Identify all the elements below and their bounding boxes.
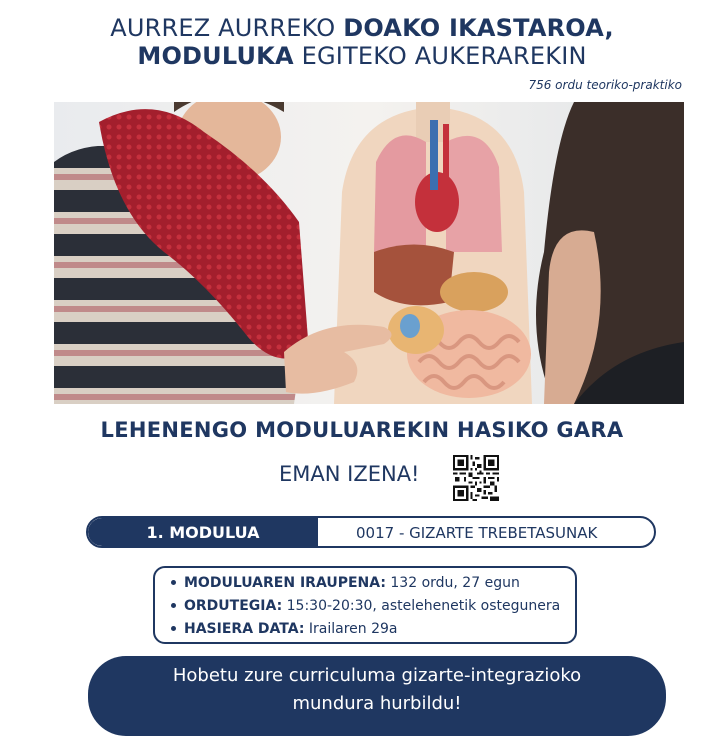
detail-schedule xyxy=(171,595,575,618)
title-line-1-normal: AURREZ AURREKO xyxy=(110,14,344,42)
module-details-list xyxy=(171,572,575,641)
cta-banner xyxy=(88,656,666,736)
bullet-icon xyxy=(171,580,176,585)
title-line-1 xyxy=(0,14,724,42)
detail-start-date-value: Irailaren 29a xyxy=(304,621,398,637)
detail-schedule-label: ORDUTEGIA: xyxy=(184,598,283,614)
qr-code-graphic xyxy=(453,455,499,501)
subheading: LEHENENGO MODULUAREKIN HASIKO GARA xyxy=(100,418,624,442)
title-line-2 xyxy=(0,42,724,70)
module-details-box xyxy=(153,566,577,644)
detail-start-date-label: HASIERA DATA: xyxy=(184,621,305,637)
detail-duration xyxy=(171,572,575,595)
detail-duration-label: MODULUAREN IRAUPENA: xyxy=(184,575,386,591)
hours-text: 756 ordu teoriko-praktiko xyxy=(528,78,682,92)
detail-start-date xyxy=(171,618,575,641)
title-line-2-normal: EGITEKO AUKERAREKIN xyxy=(293,42,587,70)
title-line-1-bold: DOAKO IKASTAROA, xyxy=(343,14,614,42)
bullet-icon xyxy=(171,603,176,608)
module-bar xyxy=(86,516,656,548)
cta-line-2: mundura hurbildu! xyxy=(292,693,462,714)
module-name: 0017 - GIZARTE TREBETASUNAK xyxy=(356,524,598,542)
cta-line-1: Hobetu zure curriculuma gizarte-integrazioko xyxy=(172,665,582,686)
detail-duration-value: 132 ordu, 27 egun xyxy=(385,575,520,591)
module-label: 1. MODULUA xyxy=(88,518,318,546)
qr-code-icon[interactable] xyxy=(453,455,499,501)
title-line-2-bold: MODULUKA xyxy=(137,42,294,70)
anatomy-photo-illustration xyxy=(54,102,684,404)
bullet-icon xyxy=(171,626,176,631)
anatomy-photo xyxy=(54,102,684,404)
register-text[interactable]: EMAN IZENA! xyxy=(279,462,420,486)
detail-schedule-value: 15:30-20:30, astelehenetik ostegunera xyxy=(282,598,561,614)
